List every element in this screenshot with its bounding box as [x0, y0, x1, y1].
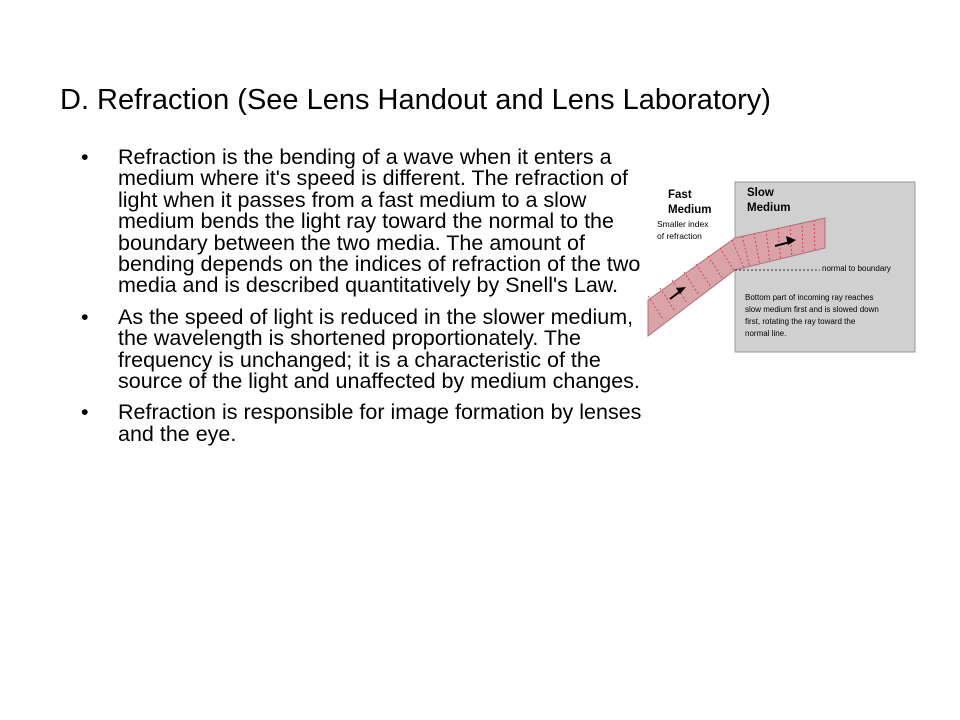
bullet-text: Refraction is the bending of a wave when it enters a medium where it's speed is different. The refraction of light when it passes from a fast medium to a slow medium bends the light ray toward the normal to the boundary between the two media. The amount of bending depends on the indices of refraction of the two media and is described quantitatively by Snell's Law. [118, 145, 641, 298]
smaller-index-label-line2: of refraction [657, 231, 702, 241]
bullet-text: Refraction is responsible for image formation by lenses and the eye. [118, 400, 642, 446]
normal-label: normal to boundary [822, 264, 891, 273]
bullet-icon: • [81, 400, 89, 425]
slow-medium-label-line1: Slow [747, 187, 774, 199]
caption-line: normal line. [745, 329, 787, 338]
bullet-item [78, 402, 660, 445]
fast-medium-label-line2: Medium [668, 204, 712, 216]
fast-medium-label-line1: Fast [668, 189, 692, 201]
slide-title: D. Refraction (See Lens Handout and Lens Laboratory) [60, 84, 771, 116]
caption-line: Bottom part of incoming ray reaches [745, 293, 874, 302]
bullet-item [78, 147, 660, 297]
bullet-item [78, 304, 660, 394]
bullet-icon: • [81, 304, 89, 329]
bullet-text: As the speed of light is reduced in the slower medium, the wavelength is shortened proportionately. The frequency is unchanged; it is a characteristic of the source of the light and unaffected by medium changes. [118, 304, 640, 394]
caption-line: first, rotating the ray toward the [745, 317, 856, 326]
caption-line: slow medium first and is slowed down [745, 305, 879, 314]
bullet-icon: • [81, 145, 89, 169]
smaller-index-label-line1: Smaller index [657, 219, 709, 229]
refraction-diagram [640, 178, 920, 358]
bullet-list [78, 147, 660, 455]
slow-medium-label-line2: Medium [747, 202, 791, 214]
